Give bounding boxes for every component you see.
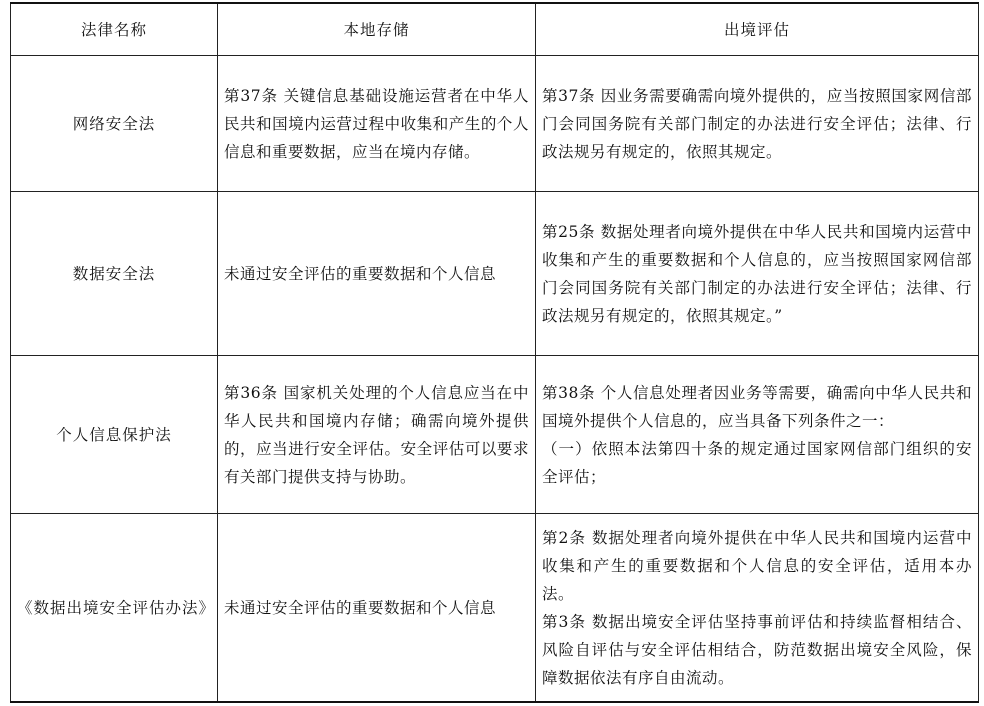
assessment-cell — [536, 192, 979, 356]
table-row — [11, 514, 979, 703]
assessment-paragraph: 第3条 数据出境安全评估坚持事前评估和持续监督相结合、风险自评估与安全评估相结合，防范数据出境安全风险，保障数据依法有序自由流动。 — [542, 612, 972, 687]
assessment-cell — [536, 514, 979, 703]
local-storage-cell: 第37条 关键信息基础设施运营者在中华人民共和国境内运营过程中收集和产生的个人信息和重要数据，应当在境内存储。 — [218, 56, 536, 192]
local-storage-cell: 未通过安全评估的重要数据和个人信息 — [218, 192, 536, 356]
table-row — [11, 192, 979, 356]
law-comparison-table-wrapper — [10, 2, 978, 703]
assessment-cell — [536, 356, 979, 514]
assessment-paragraph: 第2条 数据处理者向境外提供在中华人民共和国境内运营中收集和产生的重要数据和个人信息的安全评估，适用本办法。 — [542, 528, 972, 603]
law-comparison-table — [10, 2, 979, 703]
local-storage-cell: 第36条 国家机关处理的个人信息应当在中华人民共和国境内存储；确需向境外提供的，应当进行安全评估。安全评估可以要求有关部门提供支持与协助。 — [218, 356, 536, 514]
law-name-cell: 《数据出境安全评估办法》 — [11, 514, 218, 703]
law-name-cell: 网络安全法 — [11, 56, 218, 192]
header-cross-border-assessment: 出境评估 — [536, 3, 979, 56]
table-row — [11, 356, 979, 514]
law-name-cell: 数据安全法 — [11, 192, 218, 356]
assessment-paragraph: （一）依照本法第四十条的规定通过国家网信部门组织的安全评估； — [542, 439, 972, 486]
assessment-paragraph: 第38条 个人信息处理者因业务等需要，确需向中华人民共和国境外提供个人信息的，应当具备下列条件之一： — [542, 383, 972, 430]
assessment-cell — [536, 56, 979, 192]
header-row — [11, 3, 979, 56]
assessment-paragraph: 第37条 因业务需要确需向境外提供的，应当按照国家网信部门会同国务院有关部门制定的办法进行安全评估；法律、行政法规另有规定的，依照其规定。 — [542, 86, 972, 161]
assessment-paragraph: 第25条 数据处理者向境外提供在中华人民共和国境内运营中收集和产生的重要数据和个人信息的，应当按照国家网信部门会同国务院有关部门制定的办法进行安全评估；法律、行政法规另有规定的，依照其规定。” — [542, 222, 972, 325]
header-law-name: 法律名称 — [11, 3, 218, 56]
law-name-cell: 个人信息保护法 — [11, 356, 218, 514]
table-row — [11, 56, 979, 192]
header-local-storage: 本地存储 — [218, 3, 536, 56]
local-storage-cell: 未通过安全评估的重要数据和个人信息 — [218, 514, 536, 703]
